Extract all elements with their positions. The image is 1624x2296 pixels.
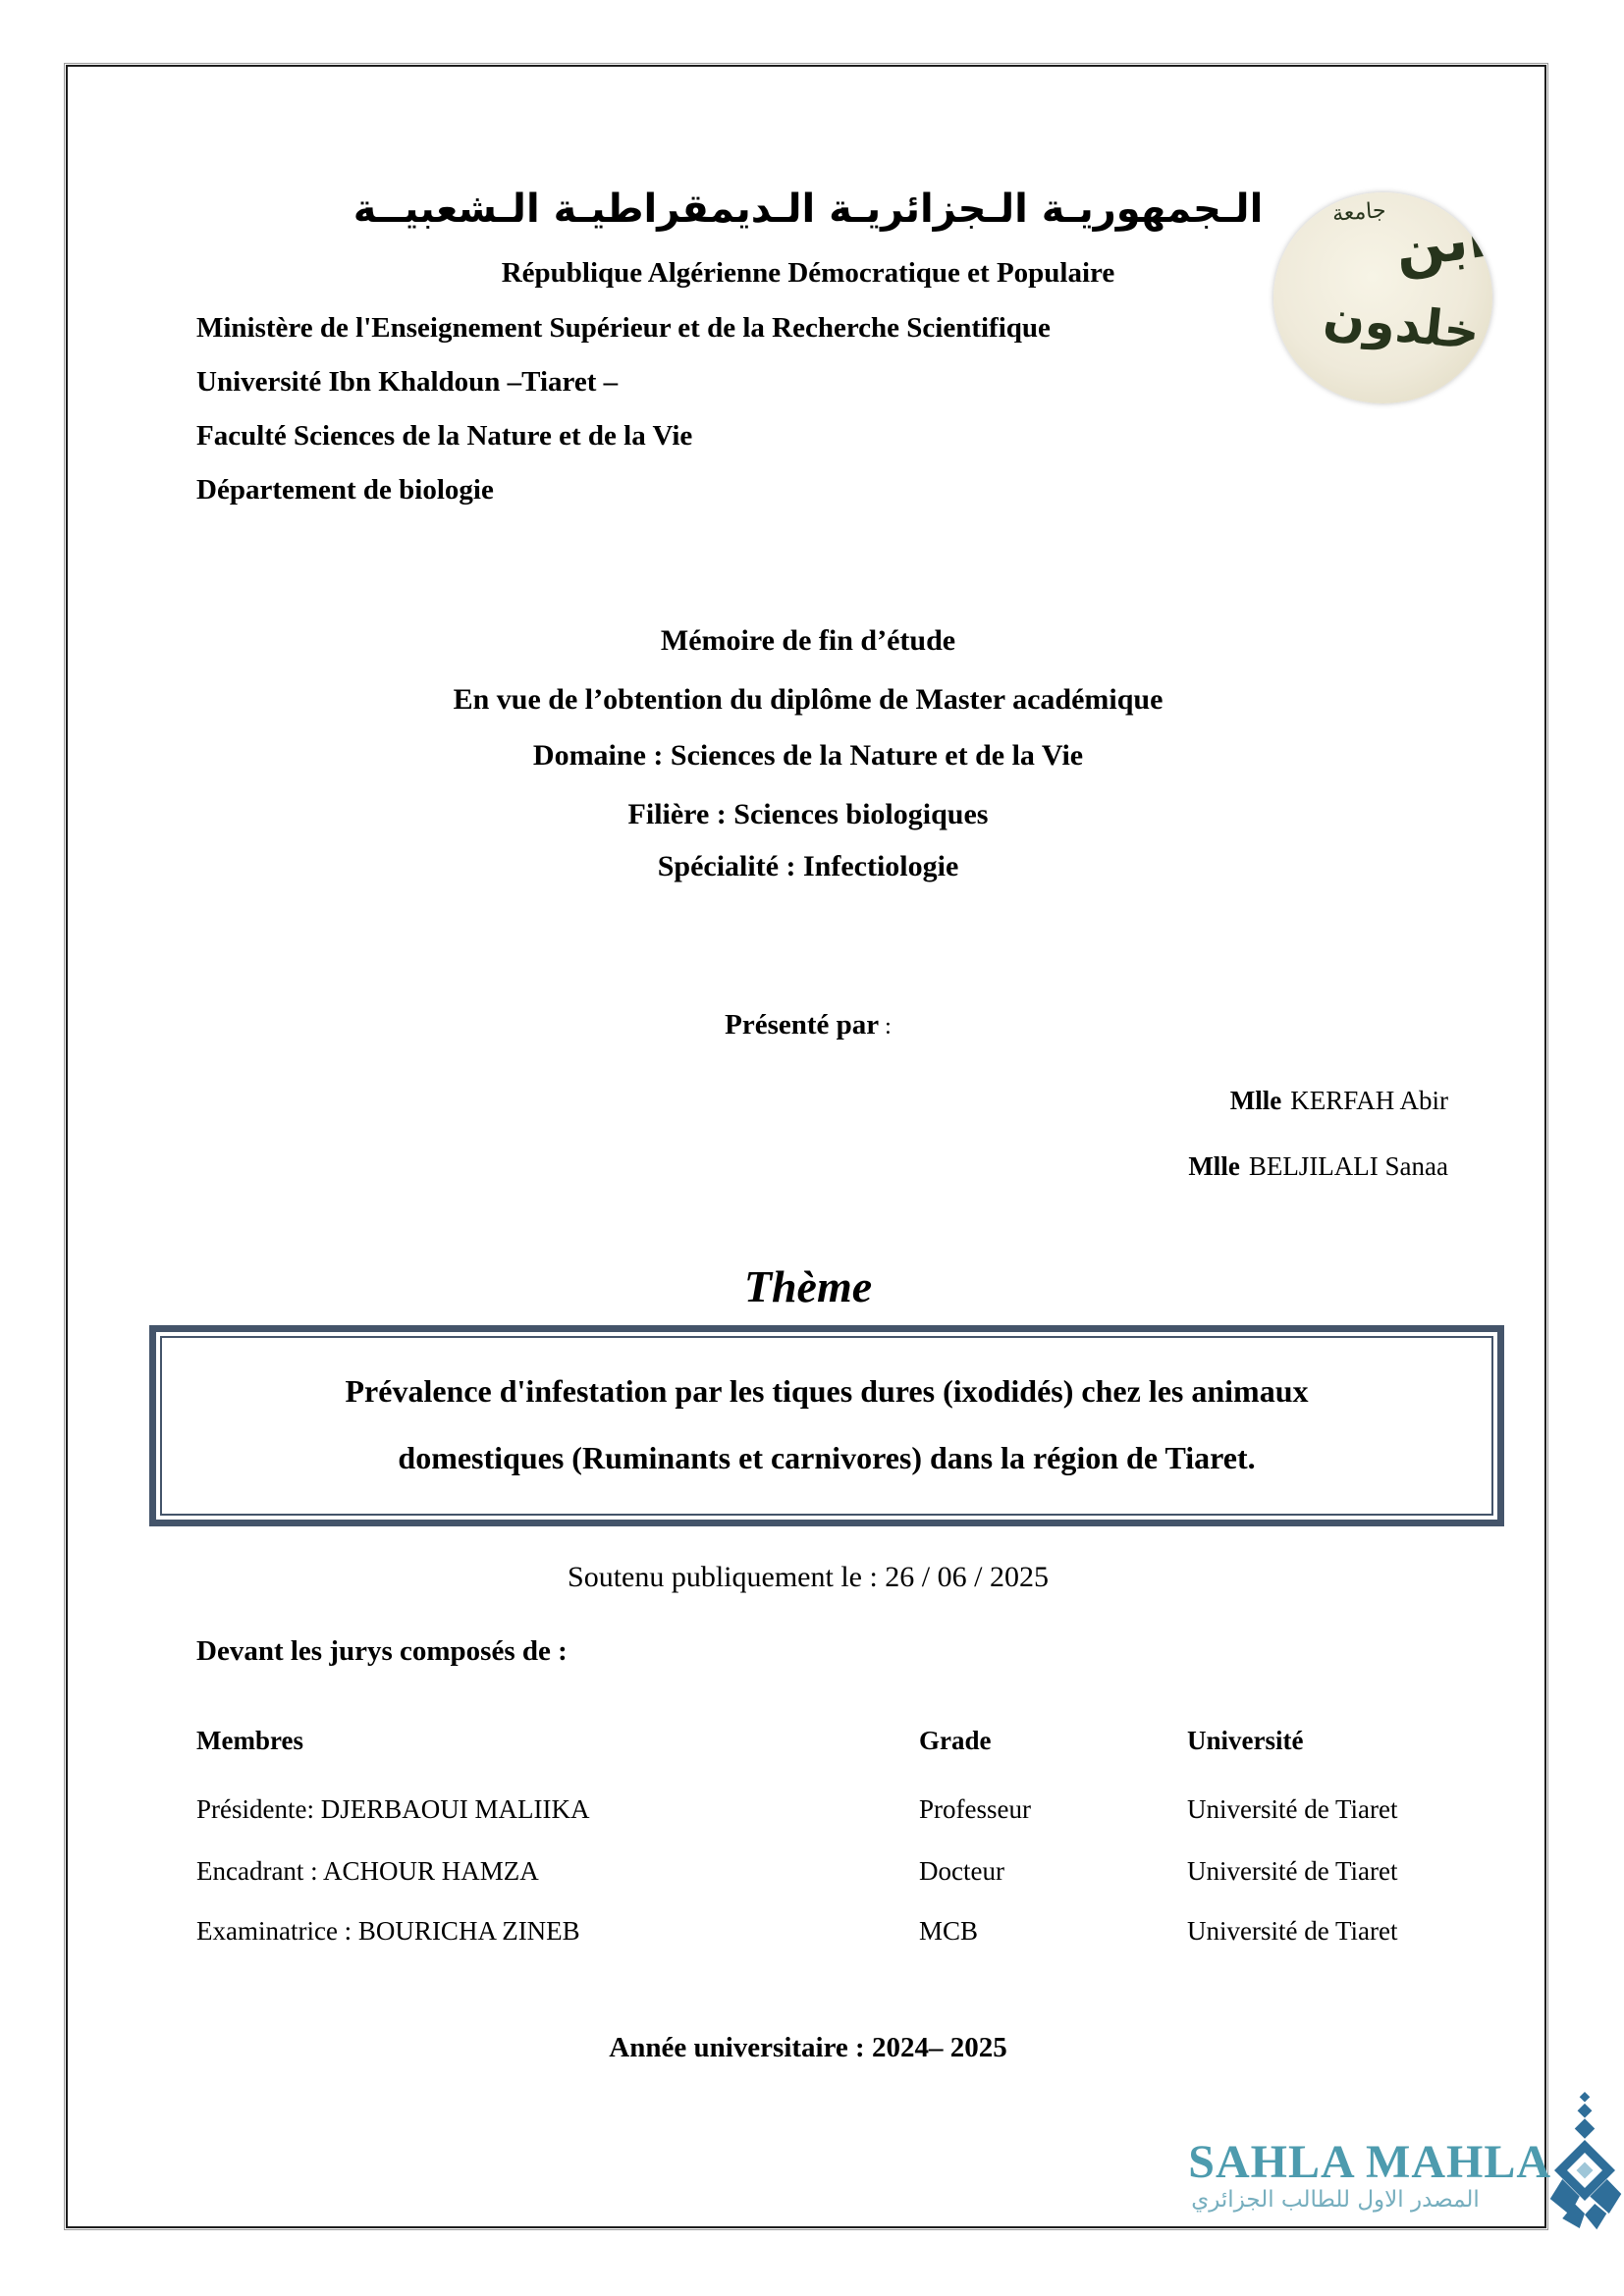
republic-line: République Algérienne Démocratique et Populaire bbox=[501, 257, 1115, 289]
student-1-title: Mlle bbox=[1229, 1086, 1282, 1115]
student-2 bbox=[1188, 1151, 1448, 1182]
defense-date-line: Soutenu publiquement le : 26 / 06 / 2025 bbox=[568, 1561, 1049, 1593]
university-seal-logo bbox=[1273, 192, 1492, 403]
presented-by-colon: : bbox=[885, 1014, 892, 1040]
ministry-line: Ministère de l'Enseignement Supérieur et de la Recherche Scientifique bbox=[196, 312, 1051, 344]
specialite-line: Spécialité : Infectiologie bbox=[657, 850, 959, 882]
filiere-line: Filière : Sciences biologiques bbox=[627, 798, 989, 830]
arabic-republic-title: الـجمهوريـة الـجزائريـة الـديمقراطيـة الـشعبيــة bbox=[352, 187, 1264, 232]
theme-title-line-1: Prévalence d'infestation par les tiques dures (ixodidés) chez les animaux bbox=[345, 1373, 1309, 1409]
jury-header-universite: Université bbox=[1187, 1726, 1304, 1755]
seal-calligraphy-main: ابن bbox=[1390, 202, 1491, 283]
presented-by-line bbox=[66, 1009, 1550, 1041]
theme-title-box-inner bbox=[160, 1336, 1493, 1516]
jury-row-3-grade: MCB bbox=[919, 1916, 979, 1946]
student-names bbox=[1188, 1086, 1448, 1217]
jury-intro-line: Devant les jurys composés de : bbox=[196, 1635, 568, 1667]
jury-row-1-name: Présidente: DJERBAOUI MALIIKA bbox=[196, 1794, 590, 1824]
jury-header-grade: Grade bbox=[919, 1726, 992, 1755]
presented-by-label: Présenté par bbox=[725, 1009, 880, 1041]
sahla-mahla-logo-icon bbox=[1547, 2091, 1624, 2238]
faculty-line: Faculté Sciences de la Nature et de la Vie bbox=[196, 420, 693, 452]
jury-row-2-grade: Docteur bbox=[919, 1856, 1004, 1886]
jury-row-2-name: Encadrant : ACHOUR HAMZA bbox=[196, 1856, 539, 1886]
jury-row-3-univ: Université de Tiaret bbox=[1187, 1916, 1398, 1946]
jury-header-membres: Membres bbox=[196, 1726, 303, 1755]
seal-calligraphy-top: جامعة bbox=[1331, 198, 1387, 227]
university-line: Université Ibn Khaldoun –Tiaret – bbox=[196, 366, 619, 398]
department-line: Département de biologie bbox=[196, 474, 494, 506]
sahla-mahla-tagline: المصدر الاول للطالب الجزائري bbox=[1191, 2187, 1480, 2213]
domaine-line: Domaine : Sciences de la Nature et de la Vie bbox=[532, 739, 1084, 772]
theme-title-line-2: domestiques (Ruminants et carnivores) dans la région de Tiaret. bbox=[398, 1440, 1256, 1475]
jury-row-3-name: Examinatrice : BOURICHA ZINEB bbox=[196, 1916, 580, 1946]
jury-row-1-grade: Professeur bbox=[919, 1794, 1031, 1824]
student-2-name: BELJILALI Sanaa bbox=[1248, 1151, 1448, 1181]
student-1 bbox=[1188, 1086, 1448, 1116]
student-2-title: Mlle bbox=[1188, 1151, 1240, 1181]
academic-year-line: Année universitaire : 2024– 2025 bbox=[609, 2032, 1007, 2063]
sahla-mahla-brand-text: SAHLA MAHLA bbox=[1188, 2136, 1551, 2188]
memoire-line: Mémoire de fin d’étude bbox=[660, 624, 956, 657]
theme-heading: Thème bbox=[743, 1261, 873, 1311]
jury-row-2-univ: Université de Tiaret bbox=[1187, 1856, 1398, 1886]
theme-title-box bbox=[149, 1325, 1504, 1526]
student-1-name: KERFAH Abir bbox=[1290, 1086, 1448, 1115]
seal-calligraphy-sub: خلدون bbox=[1321, 288, 1483, 361]
jury-row-1-univ: Université de Tiaret bbox=[1187, 1794, 1398, 1824]
diploma-line: En vue de l’obtention du diplôme de Master académique bbox=[453, 683, 1164, 716]
